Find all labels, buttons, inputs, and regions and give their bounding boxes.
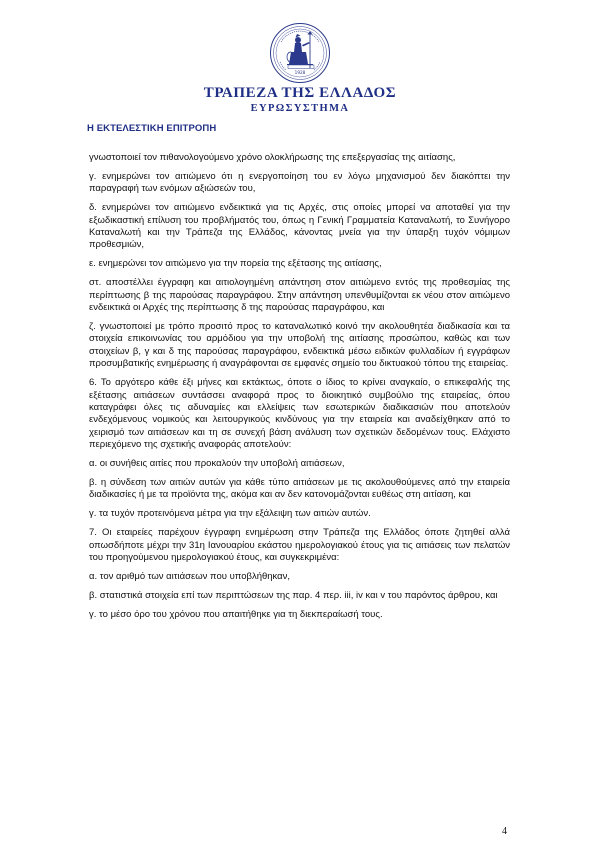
paragraph: 6. Το αργότερο κάθε έξι μήνες και εκτάκτως, όποτε ο ίδιος το κρίνει αναγκαίο, ο επικεφαλής της εξέτασης αιτιάσεων συντάσσει αναφορά προς το διοικητικό συμβούλιο της εταιρείας, όπου καταγράφει όλες τις αδυναμίες και ελλείψεις των εσωτερικών διαδικασιών που αποτελούν ενδεχόμενους νομικούς και λειτουργικούς κινδύνους για την εταιρεία και αναδείχθηκαν από το χειρισμό των αιτιάσεων και τη σε συνεχή βάση ανάλυση των σχετικών δεδομένων τους. Ελάχιστο περιεχόμενο της σχετικής αναφοράς αποτελούν:	[89, 377, 510, 451]
bank-seal-icon	[269, 22, 331, 84]
paragraph: α. οι συνήθεις αιτίες που προκαλούν την υποβολή αιτιάσεων,	[89, 458, 345, 470]
paragraph: ζ. γνωστοποιεί με τρόπο προσιτό προς το καταναλωτικό κοινό την ακολουθητέα διαδικασία και τα στοιχεία επικοινωνίας του αρμόδιου για την υποβολή της αιτίασης προσώπου, καθώς και των στοιχείων β, γ και δ της παρούσας παραγράφου, ενδεικτικά μέσω ειδικών φυλλαδίων ή εγγράφων προσυμβατικής ενημέρωσης ή αναγράφονται σε εμφανές σημείο του δικτυακού τόπου της εταιρείας.	[89, 320, 510, 370]
paragraph: γνωστοποιεί τον πιθανολογούμενο χρόνο ολοκλήρωσης της επεξεργασίας της αιτίασης,	[89, 152, 456, 163]
paragraph: α. τον αριθμό των αιτιάσεων που υποβλήθηκαν,	[89, 570, 291, 582]
eurosystem-label: ΕΥΡΩΣΥΣΤΗΜΑ	[250, 103, 350, 114]
executive-committee-heading: Η ΕΚΤΕΛΕΣΤΙΚΗ ΕΠΙΤΡΟΠΗ	[87, 123, 217, 134]
letterhead	[0, 0, 600, 134]
paragraph: β. στατιστικά στοιχεία επί των περιπτώσεων της παρ. 4 περ. iii, iv και v του παρόντος άρθρου, και	[89, 589, 498, 601]
paragraph: β. η σύνδεση των αιτιών αυτών για κάθε τύπο αιτιάσεων με τις ακολουθούμενες από την εταιρεία διαδικασίες ή με τα προϊόντα της, ακόμα και αν δεν κατονομάζονται ευθέως στη αιτίαση, και	[89, 476, 510, 501]
paragraph: στ. αποστέλλει έγγραφη και αιτιολογημένη απάντηση στον αιτιώμενο εντός της προθεσμίας της περίπτωσης β της παρούσας παραγράφου. Στην απάντηση υπενθυμίζονται εκ νέου στον αιτιώμενο ενδεικτικά οι Αρχές της περίπτωσης δ της παρούσας παραγράφου, και	[89, 277, 510, 314]
seal-year: 1928	[294, 70, 306, 75]
page-number: 4	[502, 826, 507, 837]
paragraph: ε. ενημερώνει τον αιτιώμενο για την πορεία της εξέτασης της αιτίασης,	[89, 258, 382, 270]
paragraph: γ. το μέσο όρο του χρόνου που απαιτήθηκε για τη διεκπεραίωσή τους.	[89, 608, 383, 620]
bank-name: ΤΡΑΠΕΖΑ ΤΗΣ ΕΛΛΑΔΟΣ	[203, 85, 397, 101]
paragraph: γ. ενημερώνει τον αιτιώμενο ότι η ενεργοποίηση του εν λόγω μηχανισμού δεν διακόπτει την παραγραφή των ενόμων αξιώσεών του,	[89, 170, 510, 195]
document-body	[89, 152, 510, 628]
paragraph: 7. Οι εταιρείες παρέχουν έγγραφη ενημέρωση στην Τράπεζα της Ελλάδος όποτε ζητηθεί αλλά οπωσδήποτε μέχρι την 31η Ιανουαρίου εκάστου ημερολογιακού έτους για τις αιτιάσεις των πελατών του προηγούμενου ημερολογιακού έτους, και συγκεκριμένα:	[89, 527, 510, 563]
paragraph: γ. τα τυχόν προτεινόμενα μέτρα για την εξάλειψη των αιτιών αυτών.	[89, 508, 371, 520]
paragraph: δ. ενημερώνει τον αιτιώμενο ενδεικτικά για τις Αρχές, στις οποίες μπορεί να αποταθεί για την εξωδικαστική επίλυση του προβλήματός του, όπως η Γενική Γραμματεία Καταναλωτή, το Συνήγορο Καταναλωτή και την Τράπεζα της Ελλάδος, κάνοντας μνεία για την ύπαρξη τυχόν νόμιμων προθεσμιών,	[89, 202, 510, 251]
